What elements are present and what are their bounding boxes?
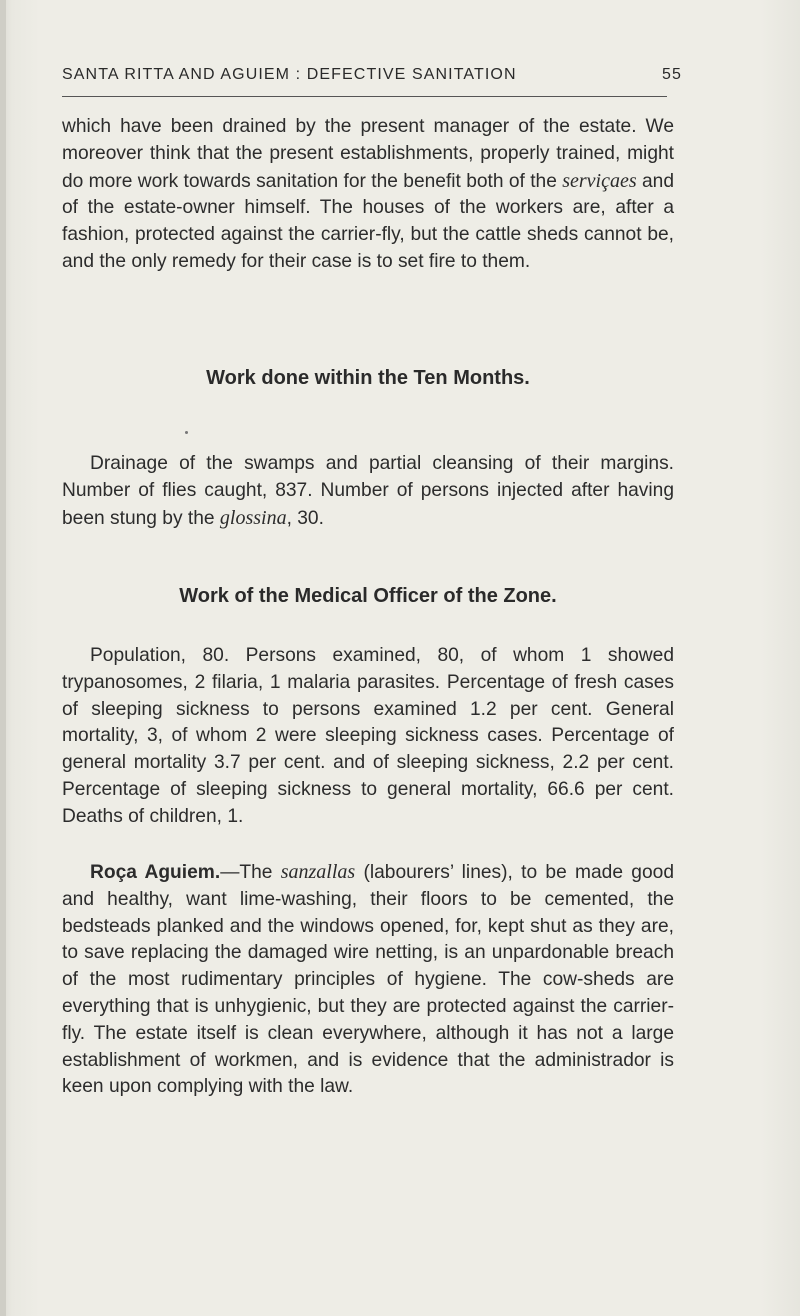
page-number: 55 bbox=[662, 66, 682, 83]
paragraph-population: Population, 80. Persons examined, 80, of whom 1 showed trypanosomes, 2 filaria, 1 malaria parasites. Percentage of fresh cases of sleeping sickness to persons examined 1.2 per cent. General mortality, 3, of whom 2 were sleeping sickness cases. Percentage of general mortality 3.7 per cent. and of sleeping sickness, 2.2 per cent. Percentage of sleeping sickness to general mortality, 66.6 per cent. Deaths of children, 1. bbox=[62, 645, 674, 827]
paragraph-4-lead: Roça Aguiem. bbox=[90, 862, 221, 883]
paragraph-1-italic: serviçaes bbox=[562, 169, 637, 192]
header-rule bbox=[62, 96, 667, 97]
heading-medical-officer: Work of the Medical Officer of the Zone. bbox=[179, 585, 557, 607]
paragraph-2-text-b: , 30. bbox=[286, 507, 324, 529]
paragraph-estate-sanitation bbox=[62, 114, 674, 276]
paragraph-drainage bbox=[62, 451, 674, 532]
binding-shadow bbox=[0, 0, 6, 1316]
paragraph-2-text-a: Drainage of the swamps and partial cleansing of their margins. Number of flies caught, 837. Number of persons injected after having been stung by the bbox=[62, 453, 674, 529]
paragraph-roca-aguiem bbox=[62, 859, 674, 1101]
paragraph-1-text-b: and of the estate-owner himself. The houses of the workers are, after a fashion, protected against the carrier-fly, but the cattle sheds cannot be, and the only remedy for their case is to set fire to them. bbox=[62, 170, 675, 272]
paragraph-2-italic: glossina bbox=[219, 506, 287, 529]
paragraph-4-dash: —The bbox=[220, 862, 281, 883]
paragraph-4-text: (labourers’ lines), to be made good and healthy, want lime-washing, their floors to be cemented, the bedsteads planked and the windows opened, for, kept shut as they are, to save replacing the damaged wire netting, is an unpardonable breach of the most rudimentary principles of hygiene. The cow-sheds are everything that is unhygienic, but they are protected against the carrier-fly. The estate itself is clean everywhere, although it has not a large establishment of workmen, and is evidence that the administrador is keen upon complying with the law. bbox=[62, 862, 674, 1098]
running-head bbox=[62, 66, 682, 84]
paragraph-1-text-a: which have been drained by the present manager of the estate. We moreover think that the present establishments, properly trained, might do more work towards sanitation for the benefit both of the bbox=[62, 116, 674, 192]
running-head-title: SANTA RITTA AND AGUIEM : DEFECTIVE SANITATION bbox=[62, 66, 517, 83]
stray-dot bbox=[185, 431, 188, 434]
paragraph-4-italic: sanzallas bbox=[280, 861, 356, 883]
heading-work-done: Work done within the Ten Months. bbox=[206, 367, 530, 389]
